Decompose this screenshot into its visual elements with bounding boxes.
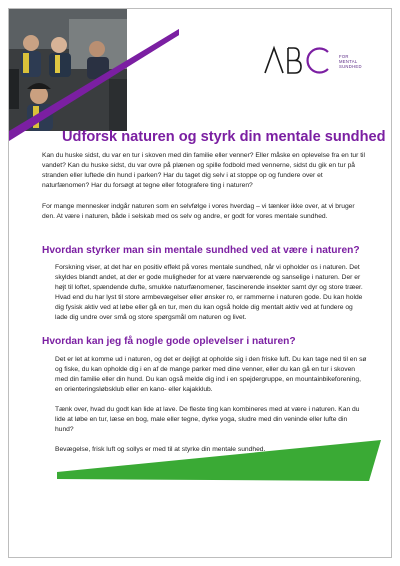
document-page	[9, 9, 391, 557]
body-paragraph: Bevægelse, frisk luft og sollys er med til at styrke din mentale sundhed.	[55, 446, 266, 453]
logo-sub-line: SUNDHED	[339, 64, 362, 69]
green-swoosh	[9, 9, 391, 557]
section-heading: Hvordan styrker man sin mentale sundhed ved at være i naturen?	[42, 245, 360, 256]
intro-paragraph: Kan du huske sidst, du var en tur i skoven med din familie eller venner? Eller måske en oplevelse fra en tur til vandet? Kan du huske sidst, du var ovre på plænen og spille fodbold med vennerne, sidst du gik en tur på stranden eller luftede din hund i parken? Har du taget dig selv i at stoppe op og fundere over et naturfænomen? Har du forsøgt at tegne eller fotografere ting i naturen?	[42, 152, 366, 189]
body-paragraph: Det er let at komme ud i naturen, og det er dejligt at opholde sig i den friske luft. Du kan tage ned til en sø og fiske, du kan opholde dig i en af de mange parker med dine venner, eller du kan gå en tur i skoven med din familie eller din hund. Du kan også melde dig ind i en spejdergruppe, en mountainbikeforening, en orienteringsløbsklub eller en kano- eller kajakklub.	[55, 356, 367, 393]
body-paragraph: Tænk over, hvad du godt kan lide at lave. De fleste ting kan kombineres med at være i naturen. Kan du lide at løbe en tur, læse en bog, male eller tegne, dyrke yoga, sludre med din veninde eller lufte din hund?	[55, 406, 360, 433]
logo-sub-line: MENTAL	[339, 59, 358, 64]
section-heading: Hvordan kan jeg få nogle gode oplevelser i naturen?	[42, 336, 296, 347]
page-title: Udforsk naturen og styrk din mentale sundhed	[62, 129, 386, 145]
body-paragraph: Forskning viser, at det har en positiv effekt på vores mentale sundhed, når vi opholder os i naturen. Det skyldes blandt andet, at der er gode muligheder for at være nærværende og sanselige i naturen. Der er højt til loftet, spændende dufte, smukke naturfænomener, fascinerende insekter samt dyr og store træer. Hvad end du har lyst til store armbevægelser eller ønsker ro, er rammerne i naturen gode. Du kan holde dig fysisk aktiv ved at løbe eller gå en tur, men du kan også holde dig mentalt aktiv ved at fundere og lade dig undre over små og store spørgsmål om naturen og livet.	[55, 264, 363, 321]
intro-paragraph: For mange mennesker indgår naturen som en selvfølge i vores hverdag – vi tænker ikke over, at vi bruger den. At være i naturen, både i selskab med os selv og andre, er godt for vores mentale sundhed.	[42, 203, 355, 220]
logo-sub-line: FOR	[339, 54, 349, 59]
